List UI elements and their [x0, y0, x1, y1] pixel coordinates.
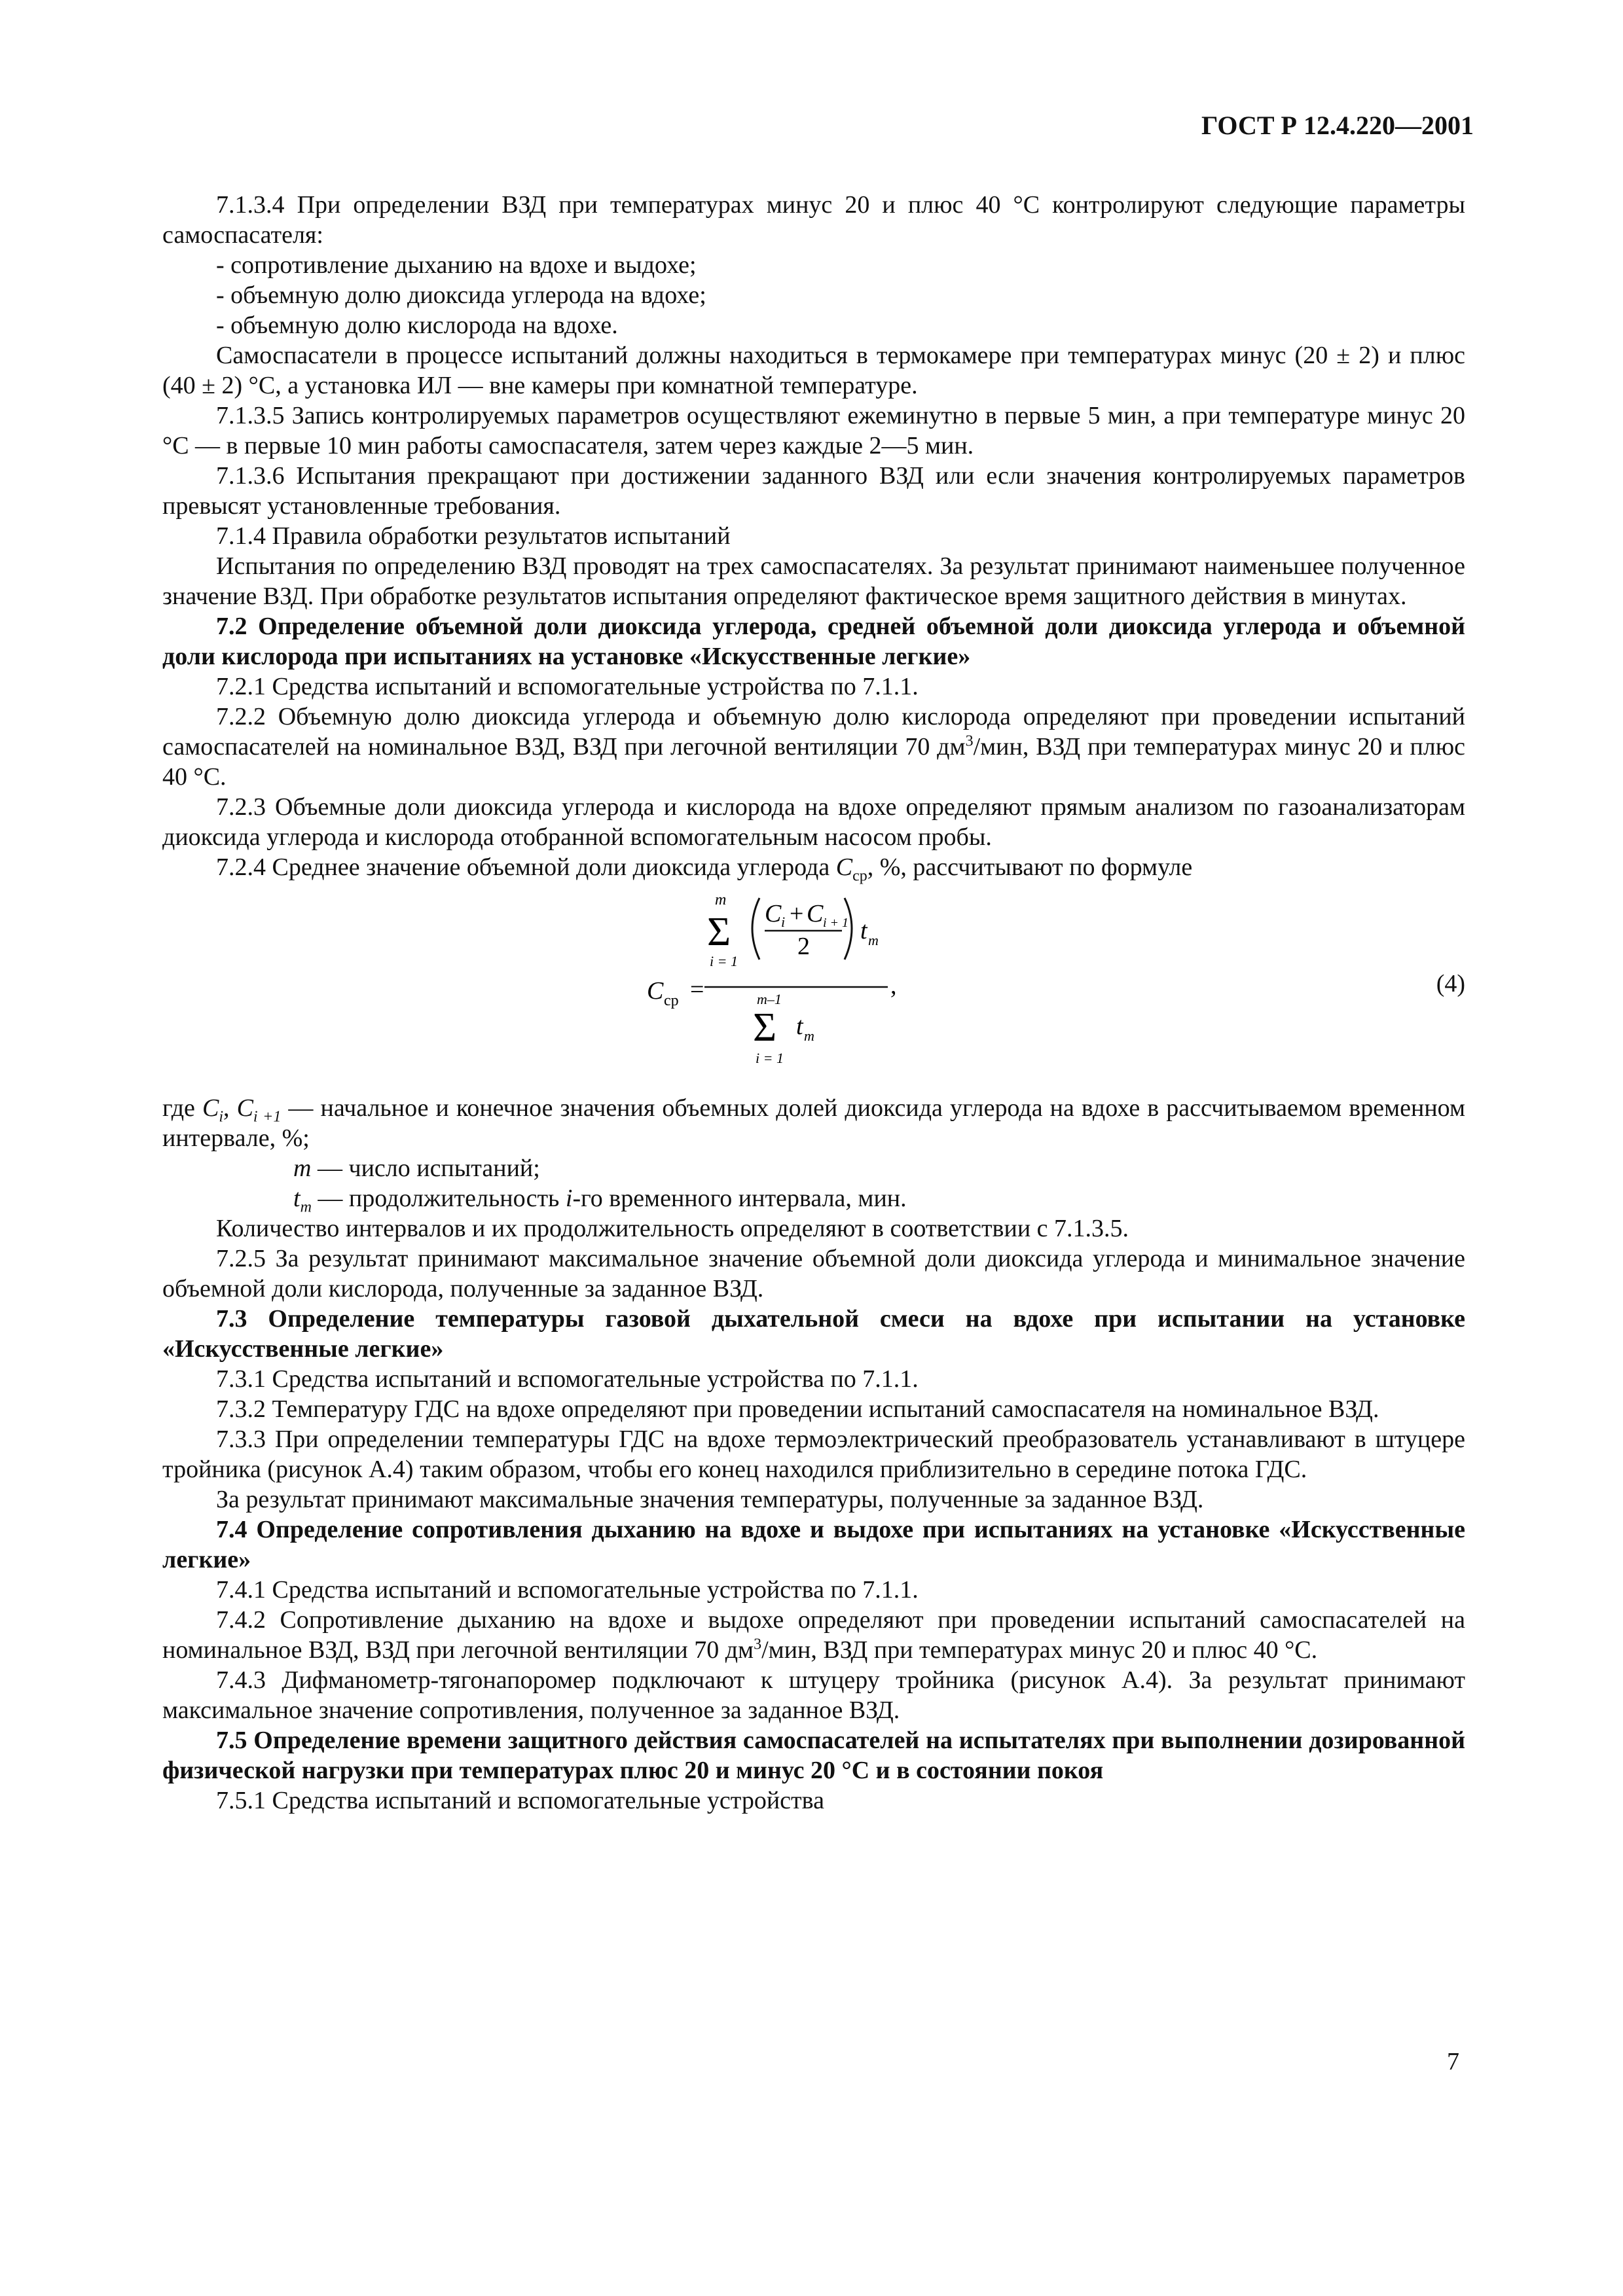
ci1-sub: i + 1 [823, 916, 849, 930]
plus-sign: + [790, 900, 804, 927]
paragraph-max-temperature: За результат принимают максимальные значения температуры, полученные за заданное ВЗД. [216, 1486, 1204, 1513]
definitions-list [162, 1153, 1465, 1216]
tm-num-sub: m [868, 932, 879, 948]
formula-equals: = [690, 976, 704, 1003]
formula-comma: , [890, 972, 897, 999]
paragraph-7-3-2: 7.3.2 Температуру ГДС на вдохе определяют при проведении испытаний самоспасателя на номинальное ВЗД. [216, 1395, 1379, 1423]
tm-den: t [796, 1013, 803, 1040]
formula-lhs-sub: ср [664, 992, 679, 1009]
ci: C [765, 900, 782, 927]
definition-tm: $t_m$ — продолжительность i-го временного интервала, мин. [293, 1185, 907, 1216]
formula-lhs: C [647, 977, 664, 1005]
tm-den-sub: m [804, 1028, 814, 1044]
tm-num: t [860, 917, 867, 944]
section-heading-7-4: 7.4 Определение сопротивления дыханию на вдохе и выдохе при испытаниях на установке «Искусственные легкие» [162, 1516, 1465, 1573]
paragraph-7-1-3-6: 7.1.3.6 Испытания прекращают при достижении заданного ВЗД или если значения контролируемых параметров превысят установленные требования. [162, 462, 1465, 520]
formula-number: (4) [1436, 970, 1465, 997]
paragraph-7-4-1: 7.4.1 Средства испытаний и вспомогательные устройства по 7.1.1. [216, 1576, 919, 1604]
den-sigma: Σ [753, 1005, 777, 1050]
paragraph-7-3-3: 7.3.3 При определении температуры ГДС на вдохе термоэлектрический преобразователь устанавливают в штуцере тройника (рисунок А.4) таким образом, чтобы его конец находился приблизительно в середине потока ГДС. [162, 1426, 1465, 1483]
paragraph-7-2-1: 7.2.1 Средства испытаний и вспомогательные устройства по 7.1.1. [216, 673, 919, 700]
sum-lower: i = 1 [710, 953, 738, 969]
section-heading-7-3: 7.3 Определение температуры газовой дыхательной смеси на вдохе при испытании на установке «Искусственные легкие» [162, 1305, 1465, 1363]
formula-4 [162, 889, 1465, 1085]
paragraph-results-processing: Испытания по определению ВЗД проводят на трех самоспасателях. За результат принимают наименьшее полученное значение ВЗД. При обработке результатов испытания определяют фактическое время защитного действия в минутах. [162, 552, 1465, 610]
section-heading-7-5: 7.5 Определение времени защитного действия самоспасателей на испытателях при выполнении дозированной физической нагрузки при температурах плюс 20 и минус 20 °С и в состоянии покоя [162, 1727, 1465, 1784]
paragraph-7-2-2: 7.2.2 Объемную долю диоксида углерода и объемную долю кислорода определяют при проведении испытаний самоспасателей на номинальное ВЗД, ВЗД при легочной вентиляции 70 $дм^3$/мин, ВЗД при температурах минус 20 и плюс 40 °С. [162, 703, 1465, 791]
paragraph-7-1-4: 7.1.4 Правила обработки результатов испытаний [216, 522, 731, 550]
paragraph-7-2-5: 7.2.5 За результат принимают максимальное значение объемной доли диоксида углерода и минимальное значение объемной доли кислорода, полученные за заданное ВЗД. [162, 1245, 1465, 1302]
paragraph-7-3-1: 7.3.1 Средства испытаний и вспомогательные устройства по 7.1.1. [216, 1365, 919, 1393]
sum-sigma: Σ [707, 910, 731, 954]
section-heading-7-2: 7.2 Определение объемной доли диоксида углерода, средней объемной доли диоксида углерода и объемной доли кислорода при испытаниях на установке «Искусственные легкие» [162, 613, 1465, 670]
page-number: 7 [1447, 2048, 1459, 2075]
paragraph-7-2-3: 7.2.3 Объемные доли диоксида углерода и кислорода на вдохе определяют прямым анализом по газоанализаторам диоксида углерода и кислорода отобранной вспомогательным насосом пробы. [162, 793, 1465, 851]
den-lower: i = 1 [756, 1050, 784, 1066]
document-header: ГОСТ Р 12.4.220—2001 [1201, 111, 1474, 140]
formula-expression [647, 889, 1013, 1085]
list-item: - сопротивление дыханию на вдохе и выдохе; [216, 251, 697, 279]
paragraph-7-4-2: 7.4.2 Сопротивление дыханию на вдохе и выдохе определяют при проведении испытаний самоспасателей на номинальное ВЗД, ВЗД при легочной вентиляции 70 $дм^3$/мин, ВЗД при температурах минус 20 и плюс 40 °С. [162, 1606, 1465, 1664]
left-paren [752, 898, 759, 960]
paragraph-7-2-4: 7.2.4 Среднее значение объемной доли диоксида углерода $C_{ср}$, %, рассчитывают по формуле [216, 853, 1193, 885]
where-definition: где $C_i$, $C_{i +1}$ — начальное и конечное значения объемных долей диоксида углерода на вдохе в рассчитываемом временном интервале, %; [162, 1094, 1465, 1152]
list-item: - объемную долю диоксида углерода на вдохе; [216, 281, 706, 309]
document-body [162, 190, 1465, 1816]
paragraph-thermochamber: Самоспасатели в процессе испытаний должны находиться в термокамере при температурах минус (20 ± 2) и плюс (40 ± 2) °С, а установка ИЛ — вне камеры при комнатной температуре. [162, 342, 1465, 399]
paragraph-7-1-3-5: 7.1.3.5 Запись контролируемых параметров осуществляют ежеминутно в первые 5 мин, а при температуре минус 20 °С — в первые 10 мин работы самоспасателя, затем через каждые 2—5 мин. [162, 402, 1465, 459]
paragraph-7-5-1: 7.5.1 Средства испытаний и вспомогательные устройства [216, 1787, 824, 1814]
inner-denominator: 2 [797, 933, 810, 960]
sum-upper: m [715, 891, 727, 908]
ci1: C [807, 900, 824, 927]
paragraph-7-1-3-4: 7.1.3.4 При определении ВЗД при температурах минус 20 и плюс 40 °С контролируют следующие параметры самоспасателя: [162, 191, 1465, 249]
ci-sub: i [781, 914, 786, 930]
paragraph-7-4-3: 7.4.3 Дифманометр-тягонапоромер подключают к штуцеру тройника (рисунок А.4). За результат принимают максимальное значение сопротивления, полученное за заданное ВЗД. [162, 1666, 1465, 1724]
list-item: - объемную долю кислорода на вдохе. [216, 312, 618, 339]
den-upper: m–1 [757, 991, 782, 1007]
definition-m: m — число испытаний; [293, 1155, 540, 1182]
paragraph-interval-count: Количество интервалов и их продолжительность определяют в соответствии с 7.1.3.5. [216, 1215, 1129, 1242]
